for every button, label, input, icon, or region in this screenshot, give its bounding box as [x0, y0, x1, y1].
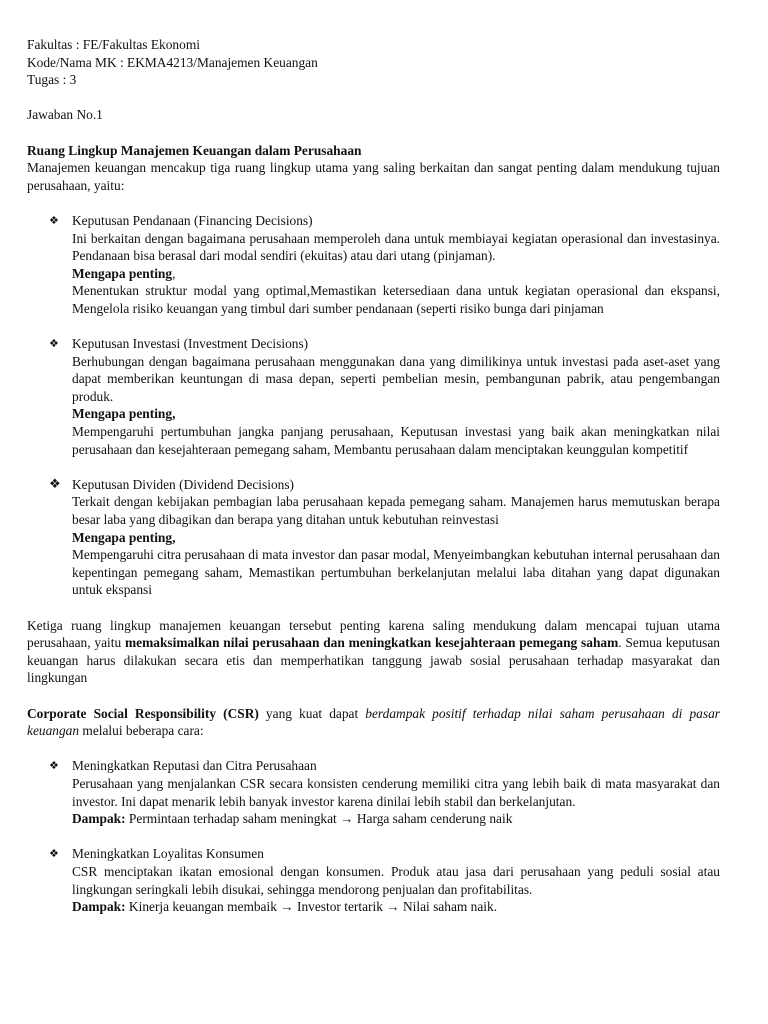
- csr-loyalty-item: [27, 845, 720, 915]
- why-label: Mengapa penting,: [72, 529, 176, 545]
- section1-conclusion: [27, 617, 720, 687]
- csr-lead-mid: yang kuat dapat: [258, 705, 366, 721]
- faculty-line: Fakultas : FE/Fakultas Ekonomi: [27, 37, 200, 52]
- item-title: Keputusan Investasi (Investment Decisions): [72, 336, 309, 352]
- item-desc: CSR menciptakan ikatan emosional dengan konsumen. Produk atau jasa dari perusahaan yang peduli sosial atau lingkungan seringkali lebih disukai, sehingga mendorong penjualan dan profitabilitas.: [72, 863, 720, 897]
- conclusion-post: . Semua keputusan keuangan harus dilakukan secara etis dan memperhatikan tanggung jawab sosial perusahaan terhadap masyarakat dan lingkungan: [27, 635, 720, 686]
- why-text: Mempengaruhi citra perusahaan di mata investor dan pasar modal, Menyeimbangkan kebutuhan internal perusahaan dan kepentingan pemegang saham, Memastikan pertumbuhan berkelanjutan melalui laba ditahan yang dapat digunakan untuk ekspansi: [72, 547, 720, 598]
- conclusion-pre: Ketiga ruang lingkup manajemen keuangan tersebut penting karena saling mendukung dalam mencapai tujuan utama perusahaan, yaitu: [27, 617, 720, 651]
- why-text: Mempengaruhi pertumbuhan jangka panjang perusahaan, Keputusan investasi yang baik akan meningkatkan nilai perusahaan dan kesejahteraan pemegang saham, Membantu perusahaan dalam menciptakan keunggulan kompetitif: [72, 424, 720, 457]
- course-line: Kode/Nama MK : EKMA4213/Manajemen Keuangan: [27, 54, 318, 70]
- assignment-line: Tugas : 3: [27, 72, 77, 88]
- impact-line: [72, 898, 720, 916]
- csr-lead: [27, 705, 720, 740]
- investment-decision-item: [27, 335, 720, 458]
- item-title: Meningkatkan Loyalitas Konsumen: [72, 846, 264, 862]
- csr-lead-bold: Corporate Social Responsibility (CSR): [27, 705, 259, 721]
- csr-lead-italic: berdampak positif terhadap nilai saham perusahaan di pasar keuangan: [27, 705, 720, 739]
- diamond-bullet-icon: ❖: [49, 759, 59, 773]
- section1-title: Ruang Lingkup Manajemen Keuangan dalam Perusahaan: [27, 142, 362, 158]
- financing-decision-item: [27, 212, 720, 318]
- diamond-bullet-icon: ❖: [49, 337, 59, 351]
- why-important: [72, 529, 720, 547]
- item-title: Meningkatkan Reputasi dan Citra Perusahaan: [72, 758, 317, 774]
- impact-label: Dampak:: [72, 811, 126, 827]
- answer-label: Jawaban No.1: [27, 107, 103, 123]
- why-label: Mengapa penting: [72, 265, 173, 281]
- why-important: [72, 405, 720, 423]
- item-title: Keputusan Pendanaan (Financing Decisions): [72, 212, 313, 228]
- why-text: Menentukan struktur modal yang optimal,Memastikan ketersediaan dana untuk kegiatan operasional dan ekspansi, Mengelola risiko keuangan yang timbul dari sumber pendanaan (seperti risiko bunga dari pinjaman: [72, 283, 720, 316]
- item-desc: Ini berkaitan dengan bagaimana perusahaan memperoleh dana untuk membiayai kegiatan operasional dan investasinya. Pendanaan bisa berasal dari modal sendiri (ekuitas) atau dari utang (pinjaman).: [72, 230, 720, 264]
- csr-lead-post: melalui beberapa cara:: [79, 723, 204, 739]
- section1-intro: Manajemen keuangan mencakup tiga ruang lingkup utama yang saling berkaitan dan sangat penting dalam mendukung tujuan perusahaan, yaitu:: [27, 160, 720, 193]
- dividend-decision-item: [27, 476, 720, 599]
- impact-label: Dampak:: [72, 899, 126, 915]
- diamond-bullet-icon: ❖: [49, 847, 59, 861]
- item-title: Keputusan Dividen (Dividend Decisions): [72, 476, 295, 492]
- item-desc: Berhubungan dengan bagaimana perusahaan menggunakan dana yang dimilikinya untuk investasi pada aset-aset yang dapat memberikan keuntungan di masa depan, seperti pembelian mesin, pembangunan pabrik, atau pengembangan produk.: [72, 353, 720, 404]
- conclusion-bold: memaksimalkan nilai perusahaan dan meningkatkan kesejahteraan pemegang saham: [125, 635, 619, 651]
- impact-text: Permintaan terhadap saham meningkat → Harga saham cenderung naik: [125, 811, 513, 827]
- why-label: Mengapa penting,: [72, 406, 176, 422]
- impact-line: [72, 810, 720, 828]
- item-desc: Perusahaan yang menjalankan CSR secara konsisten cenderung memiliki citra yang lebih baik di mata masyarakat dan investor. Ini dapat menarik lebih banyak investor karena dinilai lebih stabil dan berkelanjutan.: [72, 775, 720, 809]
- csr-reputation-item: [27, 757, 720, 827]
- why-important: [72, 265, 720, 283]
- diamond-bullet-icon: ❖: [49, 213, 59, 227]
- impact-text: Kinerja keuangan membaik → Investor tertarik → Nilai saham naik.: [125, 899, 498, 915]
- why-suffix: ,: [172, 265, 176, 281]
- item-desc: Terkait dengan kebijakan pembagian laba perusahaan kepada pemegang saham. Manajemen harus memutuskan berapa besar laba yang dibagikan dan berapa yang ditahan untuk kebutuhan reinvestasi: [72, 494, 720, 528]
- diamond-bullet-icon: ❖: [49, 476, 61, 492]
